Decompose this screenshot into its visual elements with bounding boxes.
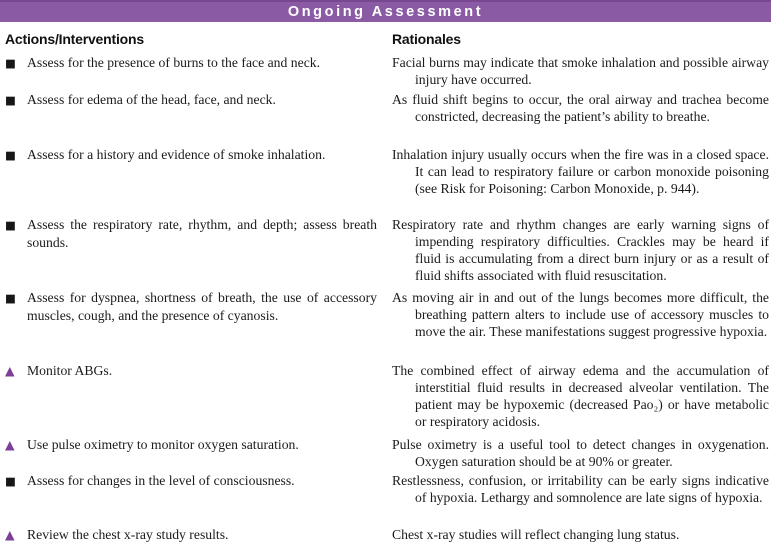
action-cell [5,436,377,453]
action-cell [5,216,377,252]
action-cell [5,146,377,164]
column-header-row [5,31,769,47]
rationale-cell: Respiratory rate and rhythm changes are early warning signs of impending respiratory difficulties. Crackles may be heard if fluid is accumulating from a direct burn injury or as a result of fluid shifts associated with fluid resuscitation. [392,216,769,284]
rationale-cell: Chest x-ray studies will reflect changing lung status. [392,527,680,542]
rationale-cell: Facial burns may indicate that smoke inhalation and possible airway injury have occurred. [392,55,769,88]
square-bullet-icon: ■ [5,474,16,489]
table-title-bar [0,0,771,22]
table-row [5,472,769,524]
action-cell [5,362,377,379]
square-bullet-icon: ■ [5,92,16,107]
column-header-rationales: Rationales [392,31,461,47]
square-bullet-icon: ■ [5,290,16,305]
square-bullet-icon: ■ [5,56,16,70]
action-cell [5,472,377,490]
square-bullet-icon: ■ [5,147,16,162]
table-row [5,362,769,434]
rationale-cell: Inhalation injury usually occurs when the fire was in a closed space. It can lead to respiratory failure or carbon monoxide poisoning (see Risk for Poisoning: Carbon Monoxide, p. 944). [392,146,769,197]
action-text: Assess for changes in the level of consciousness. [27,473,295,489]
table-row [5,54,769,89]
table-row [5,216,769,287]
action-text: Assess for a history and evidence of smoke inhalation. [27,146,326,162]
table-row [5,436,769,471]
column-header-actions: Actions/Interventions [5,31,144,47]
rationale-cell: Pulse oximetry is a useful tool to detect changes in oxygenation. Oxygen saturation should be at 90% or greater. [392,436,769,469]
action-cell [5,54,377,72]
triangle-bullet-icon: ▲ [5,527,15,542]
action-text: Assess for dyspnea, shortness of breath, the use of accessory muscles, cough, and the presence of cyanosis. [27,289,377,323]
square-bullet-icon: ■ [5,217,16,232]
rationale-cell: As moving air in and out of the lungs becomes more difficult, the breathing pattern alters to include use of accessory muscles to move the air. These manifestations suggest progressive hypoxia. [392,289,769,340]
table-title: Ongoing Assessment [287,3,484,20]
rationale-cell: The combined effect of airway edema and the accumulation of interstitial fluid results in decreased alveolar ventilation. The patient may be hypoxemic (decreased Pao₂) or have metabolic or respiratory acidosis. [392,362,769,430]
action-cell [5,526,377,542]
action-text: Use pulse oximetry to monitor oxygen saturation. [27,436,299,452]
rationale-cell: Restlessness, confusion, or irritability can be early signs indicative of hypoxia. Lethargy and somnolence are late signs of hypoxia. [392,473,769,506]
action-text: Assess for the presence of burns to the face and neck. [27,55,321,70]
rationale-cell: As fluid shift begins to occur, the oral airway and trachea become constricted, decreasing the patient’s ability to breathe. [392,91,769,124]
table-row [5,146,769,214]
action-text: Assess the respiratory rate, rhythm, and depth; assess breath sounds. [27,216,377,250]
action-cell [5,289,377,325]
triangle-bullet-icon: ▲ [5,362,15,378]
action-text: Review the chest x-ray study results. [27,527,229,542]
table-row [5,526,769,542]
triangle-bullet-icon: ▲ [5,436,15,452]
table-row [5,289,769,360]
table-row [5,91,769,144]
action-text: Assess for edema of the head, face, and neck. [27,91,276,107]
assessment-table [0,31,771,542]
action-text: Monitor ABGs. [27,362,113,378]
action-cell [5,91,377,109]
